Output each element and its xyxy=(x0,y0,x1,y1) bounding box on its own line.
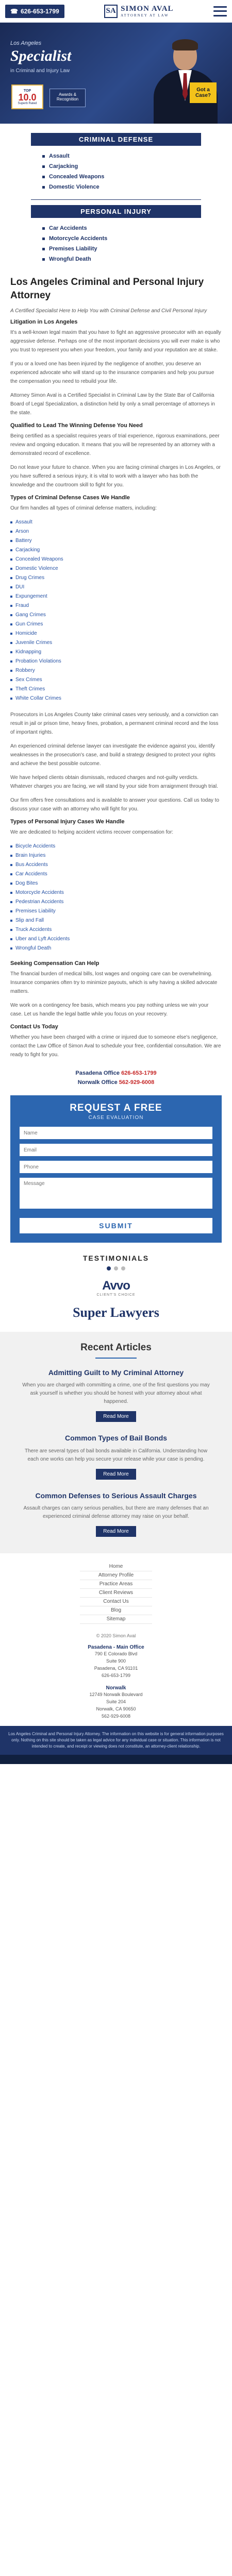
square-bullet-icon xyxy=(10,540,12,542)
super-lawyers-logo: Super Lawyers xyxy=(73,1305,159,1320)
article-card-excerpt: There are several types of bail bonds available in California. Understanding how each one works can help you secure your release while your case is pending. xyxy=(24,1448,208,1462)
article-paragraph: We work on a contingency fee basis, which means you pay nothing unless we win your case. Let us handle the legal battle while you focus on your recovery. xyxy=(10,1003,209,1018)
avvo-logo: Avvo xyxy=(102,1279,130,1293)
list-item xyxy=(10,888,222,897)
carousel-dots[interactable] xyxy=(0,1266,232,1270)
case-type-link[interactable]: Kidnapping xyxy=(15,649,42,655)
practice-area-label: Assault xyxy=(49,153,70,159)
email-input[interactable] xyxy=(20,1144,212,1156)
footer-norwalk-office xyxy=(0,1685,232,1720)
case-type-link[interactable]: Dog Bites xyxy=(15,880,38,887)
list-item xyxy=(10,666,222,675)
practice-area-item[interactable] xyxy=(42,233,201,244)
square-bullet-icon xyxy=(10,883,12,885)
case-type-link[interactable]: Juvenile Crimes xyxy=(15,640,53,646)
practice-area-label: Domestic Violence xyxy=(49,184,100,190)
super-lawyers-badge[interactable] xyxy=(0,1305,232,1320)
read-more-button[interactable]: Read More xyxy=(96,1411,136,1422)
phone-input[interactable] xyxy=(20,1161,212,1173)
carousel-dot[interactable] xyxy=(114,1266,118,1270)
list-item xyxy=(10,648,222,657)
case-type-link[interactable]: Arson xyxy=(15,529,29,535)
attorney-photo xyxy=(150,37,222,124)
article-paragraph: An experienced criminal defense lawyer can investigate the evidence against you, identify weaknesses in the prosecution's case, and build a strategy designed to protect your rights and achieve the best possible outcome. xyxy=(10,743,216,767)
article-paragraph: It's a well-known legal maxim that you have to fight an aggressive prosecutor with an equally aggressive defense. Perhaps one of the most important decisions you will ever make is who you trust to represent you when your freedom, your family and your reputation are at stake. xyxy=(10,330,221,353)
hero-headline: Specialist xyxy=(10,47,72,64)
practice-areas xyxy=(0,124,232,272)
list-item xyxy=(10,860,222,870)
footer-address-line: Norwalk, CA 90650 xyxy=(96,1706,136,1711)
read-more-button[interactable]: Read More xyxy=(96,1526,136,1537)
article-card xyxy=(21,1433,211,1479)
footer-address-line: Pasadena, CA 91101 xyxy=(94,1665,138,1671)
case-type-link[interactable]: DUI xyxy=(15,584,25,590)
square-bullet-icon xyxy=(10,577,12,579)
square-bullet-icon xyxy=(42,176,45,178)
case-evaluation-form xyxy=(10,1095,222,1243)
square-bullet-icon xyxy=(42,258,45,261)
carousel-dot[interactable] xyxy=(107,1266,111,1270)
square-bullet-icon xyxy=(10,901,12,903)
square-bullet-icon xyxy=(10,568,12,570)
case-type-link[interactable]: Bicycle Accidents xyxy=(15,843,56,850)
article-card-title[interactable]: Admitting Guilt to My Criminal Attorney xyxy=(48,1368,184,1377)
article-card-title[interactable]: Common Defenses to Serious Assault Charges xyxy=(35,1491,197,1500)
criminal-cases-heading: Types of Criminal Defense Cases We Handle xyxy=(10,495,130,501)
square-bullet-icon xyxy=(10,938,12,940)
avvo-badge[interactable] xyxy=(93,1279,139,1297)
article-paragraph: Attorney Simon Aval is a Certified Specialist in Criminal Law by the State Bar of California Board of Legal Specialization, a distinction held by only a small percentage of attorneys in the state. xyxy=(10,393,215,416)
list-item xyxy=(10,842,222,851)
square-bullet-icon xyxy=(10,633,12,635)
footer-nav-link[interactable]: Client Reviews xyxy=(80,1589,152,1598)
list-item xyxy=(10,518,222,527)
case-type-link[interactable]: Homicide xyxy=(15,631,37,637)
practice-area-label: Motorcycle Accidents xyxy=(49,235,108,242)
list-item xyxy=(10,527,222,536)
case-type-link[interactable]: Theft Crimes xyxy=(15,686,45,692)
list-item xyxy=(10,907,222,916)
footer-address-line: 790 E Colorado Blvd xyxy=(94,1651,138,1656)
square-bullet-icon xyxy=(10,521,12,523)
case-type-link[interactable]: Motorcycle Accidents xyxy=(15,890,64,896)
office-phones xyxy=(10,1069,222,1087)
list-item xyxy=(10,879,222,888)
case-type-link[interactable]: Truck Accidents xyxy=(15,927,52,933)
case-type-link[interactable]: Expungement xyxy=(15,594,47,600)
legal-disclaimer: Los Angeles Criminal and Personal Injury Attorney. The information on this website is for general information purposes only. Nothing on this site should be taken as legal advice for any individual case or situation. This information is not intended to create, and receipt or viewing does not constitute, an attorney-client relationship. xyxy=(0,1726,232,1755)
footer-nav-link[interactable]: Home xyxy=(80,1563,152,1571)
practice-area-label: Car Accidents xyxy=(49,225,87,231)
top-bar xyxy=(0,0,232,23)
list-item xyxy=(10,620,222,629)
list-item xyxy=(10,925,222,935)
article-paragraph: Our firm offers free consultations and is available to answer your questions. Call us today to discuss your case with an attorney who will fight for you. xyxy=(10,798,220,812)
square-bullet-icon xyxy=(42,165,45,168)
hero-tagline: in Criminal and Injury Law xyxy=(10,68,70,74)
square-bullet-icon xyxy=(10,660,12,663)
square-bullet-icon xyxy=(10,864,12,866)
badge-score: 10.0 xyxy=(18,92,37,103)
phone-number: 626-653-1799 xyxy=(20,7,59,15)
list-item xyxy=(10,564,222,573)
name-input[interactable] xyxy=(20,1127,212,1139)
case-type-link[interactable]: Uber and Lyft Accidents xyxy=(15,936,70,942)
list-item xyxy=(10,629,222,638)
footer-address-line: 12749 Norwalk Boulevard xyxy=(89,1691,143,1697)
square-bullet-icon xyxy=(10,845,12,848)
article-card-excerpt: When you are charged with committing a crime, one of the first questions you may ask yourself is whether you should be honest with your attorney about what happened. xyxy=(22,1382,210,1405)
square-bullet-icon xyxy=(10,549,12,551)
article-paragraph: Prosecutors in Los Angeles County take criminal cases very seriously, and a conviction can result in jail or prison time, heavy fines, probation, a permanent criminal record and the loss of important rights. xyxy=(10,712,219,736)
practice-area-item[interactable] xyxy=(42,254,201,264)
recent-articles-title: Recent Articles xyxy=(80,1342,152,1353)
list-item xyxy=(10,592,222,601)
list-item xyxy=(10,897,222,907)
square-bullet-icon xyxy=(10,642,12,644)
injury-case-links xyxy=(10,842,222,953)
square-bullet-icon xyxy=(10,892,12,894)
footer-pasadena-title: Pasadena - Main Office xyxy=(88,1644,144,1650)
norwalk-office-line xyxy=(10,1078,222,1087)
bottom-bar xyxy=(0,1755,232,1764)
hamburger-menu-icon[interactable] xyxy=(213,6,227,16)
recent-articles xyxy=(0,1332,232,1553)
case-type-link[interactable]: Battery xyxy=(15,538,32,544)
footer-address-line: 626-653-1799 xyxy=(101,1672,131,1678)
phone-button[interactable] xyxy=(5,5,64,18)
footer-address-line: Suite 900 xyxy=(106,1658,126,1664)
footer-address-line: 562-929-6008 xyxy=(101,1713,131,1719)
case-type-link[interactable]: Domestic Violence xyxy=(15,566,58,572)
logo-mark: SA xyxy=(104,5,118,18)
square-bullet-icon xyxy=(10,623,12,625)
case-type-link[interactable]: Premises Liability xyxy=(15,908,56,914)
list-item xyxy=(10,675,222,685)
case-type-link[interactable]: Robbery xyxy=(15,668,35,674)
criminal-defense-list xyxy=(31,146,201,199)
practice-area-item[interactable] xyxy=(42,223,201,233)
list-item xyxy=(10,944,222,953)
rating-badge xyxy=(11,84,43,109)
article-paragraph: Our firm handles all types of criminal defense matters, including: xyxy=(10,505,157,512)
article-paragraph: Do not leave your future to chance. When you are facing criminal charges in Los Angeles, or you have suffered a serious injury, it is vital to work with a lawyer who has both the knowledge and the courtroom skill to fight for you. xyxy=(10,465,221,488)
article-paragraph: Whether you have been charged with a crime or injured due to someone else's negligence, contact the Law Office of Simon Aval to schedule your free, confidential consultation. We are ready to fight for you. xyxy=(10,1035,221,1058)
article-card-title[interactable]: Common Types of Bail Bonds xyxy=(64,1434,168,1443)
pasadena-office-line xyxy=(10,1069,222,1078)
article-intro: A Certified Specialist Here to Help You with Criminal Defense and Civil Personal Injury xyxy=(10,308,207,314)
list-item xyxy=(10,583,222,592)
contact-heading: Contact Us Today xyxy=(10,1024,58,1030)
awards-badge: Awards & Recognition xyxy=(49,89,86,107)
case-type-link[interactable]: Car Accidents xyxy=(15,871,47,877)
footer-nav-link[interactable]: Sitemap xyxy=(80,1615,152,1624)
practice-area-item[interactable] xyxy=(42,182,201,192)
case-type-link[interactable]: Fraud xyxy=(15,603,29,609)
hero-sign: Got a Case? xyxy=(190,82,217,103)
compensation-heading: Seeking Compensation Can Help xyxy=(10,960,100,967)
list-item xyxy=(10,851,222,860)
case-type-link[interactable]: Probation Violations xyxy=(15,658,61,665)
badge-top-text: TOP xyxy=(23,89,31,93)
square-bullet-icon xyxy=(10,698,12,700)
list-item xyxy=(10,870,222,879)
square-bullet-icon xyxy=(42,248,45,250)
case-type-link[interactable]: Sex Crimes xyxy=(15,677,42,683)
article-paragraph: The financial burden of medical bills, lost wages and ongoing care can be overwhelming. Insurance companies often try to minimize payouts, which is why having a skilled advocate matters. xyxy=(10,971,218,995)
square-bullet-icon xyxy=(10,855,12,857)
read-more-button[interactable]: Read More xyxy=(96,1469,136,1480)
square-bullet-icon xyxy=(10,558,12,561)
practice-area-label: Concealed Weapons xyxy=(49,174,105,180)
copyright: © 2020 Simon Aval xyxy=(96,1633,136,1638)
case-type-link[interactable]: Pedestrian Accidents xyxy=(15,899,64,905)
square-bullet-icon xyxy=(10,670,12,672)
square-bullet-icon xyxy=(42,186,45,189)
article-paragraph: We have helped clients obtain dismissals, reduced charges and not-guilty verdicts. Whatever charges you are facing, we will stand by your side from arraignment through trial. xyxy=(10,775,218,790)
square-bullet-icon xyxy=(10,920,12,922)
article-card xyxy=(21,1368,211,1422)
phone-icon: ☎ xyxy=(10,7,18,15)
square-bullet-icon xyxy=(10,605,12,607)
list-item xyxy=(10,685,222,694)
list-item xyxy=(10,546,222,555)
practice-area-label: Wrongful Death xyxy=(49,256,91,262)
square-bullet-icon xyxy=(10,614,12,616)
footer-nav-link[interactable]: Contact Us xyxy=(80,1598,152,1606)
case-type-link[interactable]: Wrongful Death xyxy=(15,945,52,952)
square-bullet-icon xyxy=(10,596,12,598)
personal-injury-heading: PERSONAL INJURY xyxy=(31,205,201,218)
list-item xyxy=(10,555,222,564)
main-article xyxy=(0,272,232,1059)
article-paragraph: Being certified as a specialist requires years of trial experience, rigorous examinations, peer review and ongoing education. It means that you will be represented by an attorney with a demonstrated record of excellence. xyxy=(10,433,220,457)
list-item xyxy=(10,638,222,648)
injury-cases-heading: Types of Personal Injury Cases We Handle xyxy=(10,819,125,825)
footer-nav xyxy=(0,1553,232,1629)
criminal-case-links xyxy=(10,518,222,703)
case-type-link[interactable]: White Collar Crimes xyxy=(15,696,61,702)
article-card xyxy=(21,1491,211,1537)
hero-line-1: Los Angeles xyxy=(10,40,42,46)
testimonials-title: TESTIMONIALS xyxy=(82,1254,150,1263)
testimonials-section xyxy=(0,1254,232,1270)
practice-area-item[interactable] xyxy=(42,161,201,172)
case-type-link[interactable]: Gang Crimes xyxy=(15,612,46,618)
square-bullet-icon xyxy=(42,238,45,240)
list-item xyxy=(10,935,222,944)
article-card-excerpt: Assault charges can carry serious penalties, but there are many defenses that an experienced criminal defense attorney may raise on your behalf. xyxy=(23,1505,209,1519)
footer-norwalk-title: Norwalk xyxy=(106,1685,126,1691)
footer-address-line: Suite 204 xyxy=(106,1699,126,1704)
norwalk-office-label: Norwalk Office xyxy=(77,1079,118,1086)
qualified-heading: Qualified to Lead The Winning Defense You Need xyxy=(10,422,143,429)
article-paragraph: If you or a loved one has been injured by the negligence of another, you deserve an experienced advocate who will stand up to the insurance companies and help you pursue the compensation you need to rebuild your life. xyxy=(10,361,214,385)
personal-injury-list xyxy=(31,218,201,272)
list-item xyxy=(10,916,222,925)
footer-nav-link[interactable]: Blog xyxy=(80,1606,152,1615)
case-type-link[interactable]: Gun Crimes xyxy=(15,621,43,628)
list-item xyxy=(10,611,222,620)
norwalk-phone-link[interactable]: 562-929-6008 xyxy=(119,1079,155,1086)
practice-area-item[interactable] xyxy=(42,151,201,161)
square-bullet-icon xyxy=(10,586,12,588)
square-bullet-icon xyxy=(42,227,45,230)
case-type-link[interactable]: Slip and Fall xyxy=(15,918,44,924)
page-title: Los Angeles Criminal and Personal Injury Attorney xyxy=(10,277,204,301)
list-item xyxy=(10,573,222,583)
square-bullet-icon xyxy=(10,651,12,653)
logo-subtitle: ATTORNEY AT LAW xyxy=(121,13,169,18)
square-bullet-icon xyxy=(10,910,12,912)
hero-banner xyxy=(0,23,232,124)
article-subheading: Litigation in Los Angeles xyxy=(10,319,78,326)
pasadena-phone-link[interactable]: 626-653-1799 xyxy=(121,1070,157,1077)
pasadena-office-label: Pasadena Office xyxy=(75,1070,120,1077)
case-type-link[interactable]: Assault xyxy=(15,519,32,526)
square-bullet-icon xyxy=(10,531,12,533)
square-bullet-icon xyxy=(10,929,12,931)
list-item xyxy=(10,657,222,666)
form-subtitle: CASE EVALUATION xyxy=(88,1115,144,1121)
form-title: REQUEST A FREE xyxy=(70,1103,162,1114)
carousel-dot[interactable] xyxy=(121,1266,125,1270)
practice-area-item[interactable] xyxy=(42,172,201,182)
badge-bottom-text: Superb Rated xyxy=(18,101,37,105)
practice-area-item[interactable] xyxy=(42,244,201,254)
case-type-link[interactable]: Carjacking xyxy=(15,547,40,553)
case-type-link[interactable]: Drug Crimes xyxy=(15,575,45,581)
criminal-defense-heading: CRIMINAL DEFENSE xyxy=(31,133,201,146)
case-type-link[interactable]: Concealed Weapons xyxy=(15,556,63,563)
avvo-subtitle: CLIENT'S CHOICE xyxy=(96,1293,136,1297)
submit-button[interactable]: SUBMIT xyxy=(20,1218,212,1233)
practice-area-label: Carjacking xyxy=(49,163,78,170)
square-bullet-icon xyxy=(10,947,12,950)
list-item xyxy=(10,536,222,546)
list-item xyxy=(10,694,222,703)
square-bullet-icon xyxy=(42,155,45,158)
logo-name: SIMON AVAL xyxy=(121,4,174,13)
case-type-link[interactable]: Bus Accidents xyxy=(15,862,48,868)
footer-pasadena-office xyxy=(0,1645,232,1679)
square-bullet-icon xyxy=(10,679,12,681)
site-logo[interactable] xyxy=(104,5,173,18)
footer-nav-link[interactable]: Attorney Profile xyxy=(80,1571,152,1580)
square-bullet-icon xyxy=(10,873,12,875)
article-paragraph: We are dedicated to helping accident victims recover compensation for: xyxy=(10,829,174,836)
list-item xyxy=(10,601,222,611)
practice-area-label: Premises Liability xyxy=(49,246,97,252)
square-bullet-icon xyxy=(10,688,12,690)
footer-nav-link[interactable]: Practice Areas xyxy=(80,1580,152,1589)
message-textarea[interactable] xyxy=(20,1178,212,1209)
case-type-link[interactable]: Brain Injuries xyxy=(15,853,46,859)
